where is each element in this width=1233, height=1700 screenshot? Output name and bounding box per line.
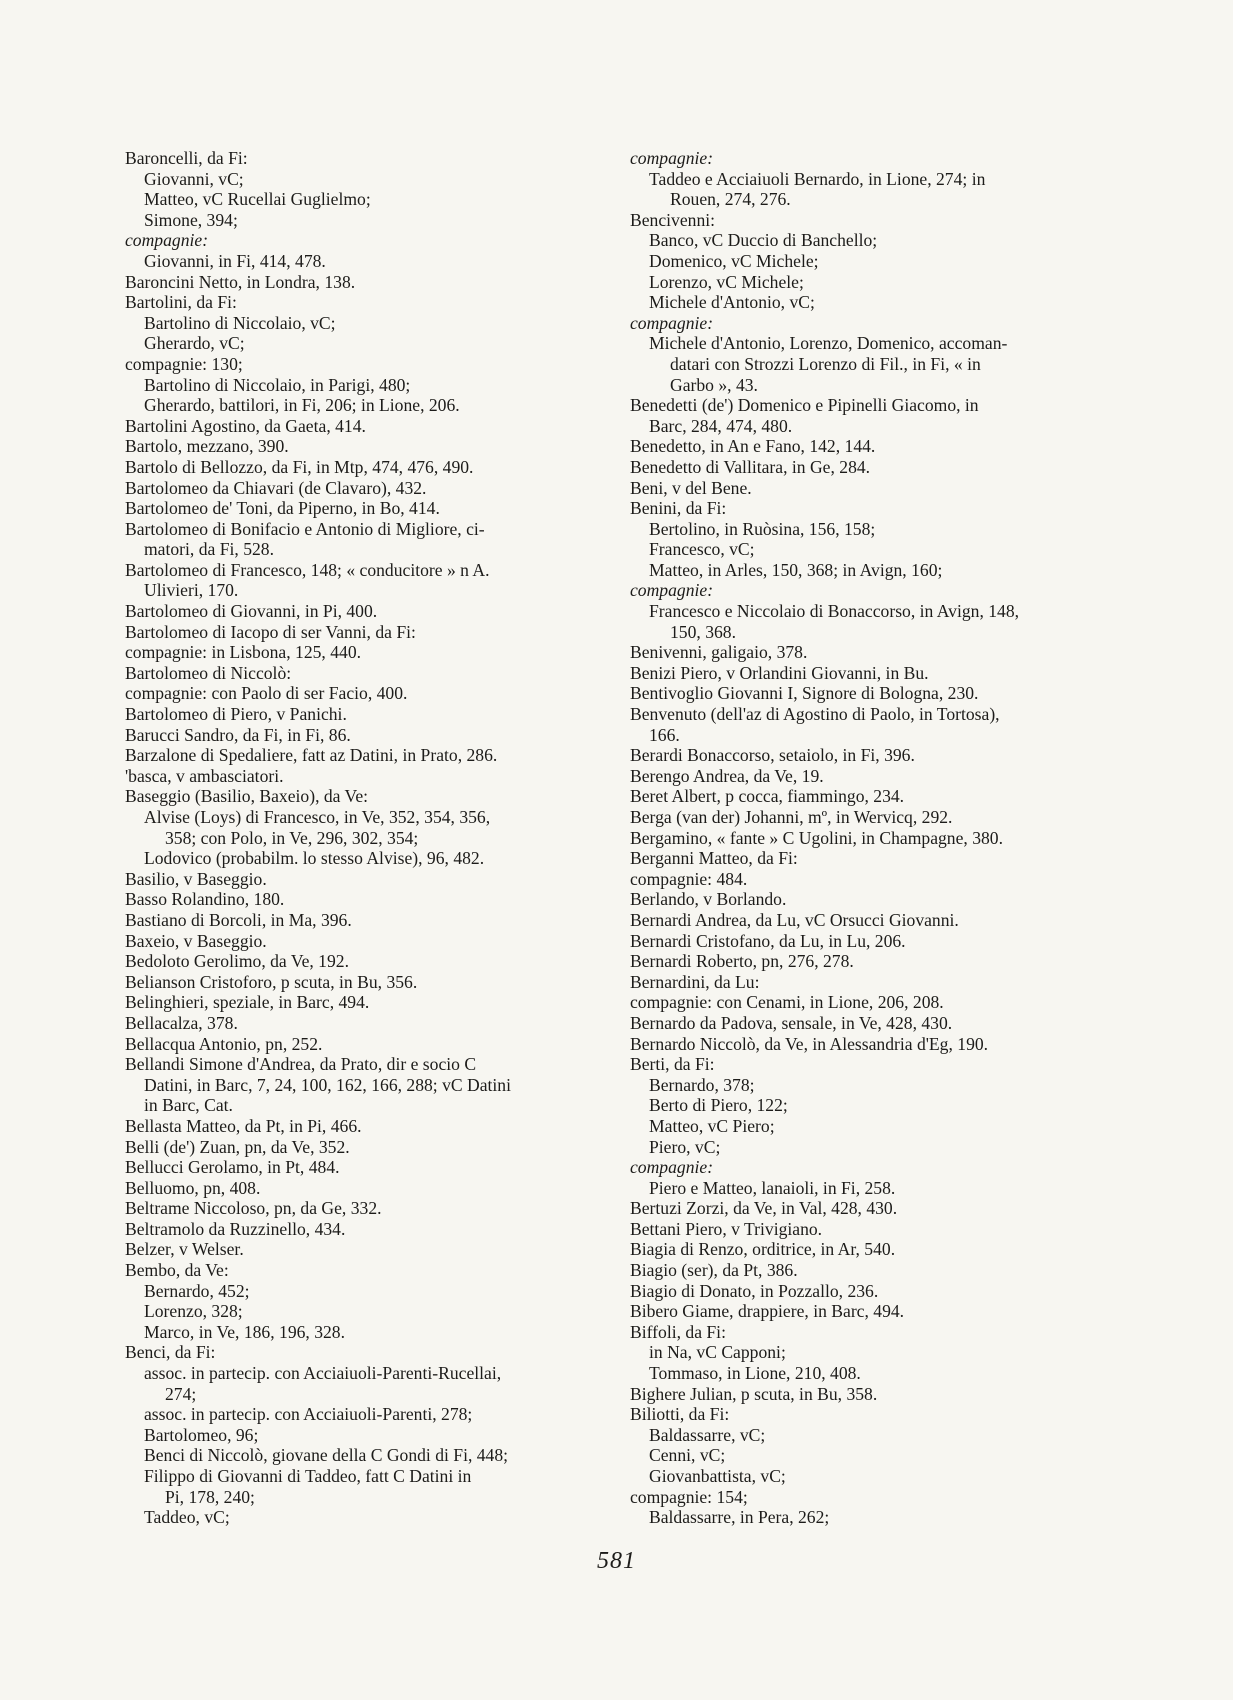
- index-line: Taddeo, vC;: [144, 1507, 230, 1528]
- index-line: 166.: [649, 724, 680, 745]
- index-line: 'basca, v ambasciatori.: [125, 765, 284, 786]
- index-line: Bernardini, da Lu:: [630, 971, 760, 992]
- index-line: Michele d'Antonio, vC;: [649, 292, 815, 313]
- index-line: Giovanbattista, vC;: [649, 1466, 786, 1486]
- index-line: Berti, da Fi:: [630, 1054, 715, 1075]
- index-line: Filippo di Giovanni di Taddeo, fatt C Datini in: [144, 1466, 472, 1486]
- index-line: datari con Strozzi Lorenzo di Fil., in Fi, « in: [670, 353, 981, 374]
- index-line: Berardi Bonaccorso, setaiolo, in Fi, 396.: [630, 745, 915, 766]
- page-number: 581: [597, 1548, 636, 1574]
- index-line: Ulivieri, 170.: [144, 580, 239, 601]
- index-line: Benizi Piero, v Orlandini Giovanni, in Bu.: [630, 662, 929, 683]
- index-line: Belinghieri, speziale, in Barc, 494.: [125, 992, 370, 1013]
- index-line: Alvise (Loys) di Francesco, in Ve, 352, 354, 356,: [144, 807, 491, 827]
- index-line: Bartolo, mezzano, 390.: [125, 436, 289, 457]
- index-line: Bartolomeo, 96;: [144, 1424, 259, 1445]
- index-line: Bartolomeo di Francesco, 148; « conducitore » n A.: [125, 559, 490, 580]
- index-line: Gherardo, vC;: [144, 333, 245, 354]
- index-line: in Na, vC Capponi;: [649, 1342, 786, 1363]
- index-line: Bartolomeo di Piero, v Panichi.: [125, 704, 347, 725]
- index-line: Bentivoglio Giovanni I, Signore di Bologna, 230.: [630, 683, 979, 704]
- index-line: Simone, 394;: [144, 209, 238, 230]
- index-line: 274;: [165, 1383, 197, 1404]
- index-line: Benci, da Fi:: [125, 1342, 216, 1363]
- index-line: Bettani Piero, v Trivigiano.: [630, 1218, 823, 1239]
- index-line: Taddeo e Acciaiuoli Bernardo, in Lione, 274; in: [649, 168, 986, 189]
- index-line: Benedetto di Vallitara, in Ge, 284.: [630, 456, 871, 477]
- index-line: Barucci Sandro, da Fi, in Fi, 86.: [125, 724, 351, 745]
- index-line: Bedoloto Gerolimo, da Ve, 192.: [125, 951, 349, 972]
- index-line: Bastiano di Borcoli, in Ma, 396.: [125, 909, 352, 930]
- index-line: Beltrame Niccoloso, pn, da Ge, 332.: [125, 1198, 382, 1219]
- index-line: Bartolini Agostino, da Gaeta, 414.: [125, 415, 366, 436]
- index-line: compagnie: 130;: [125, 353, 243, 374]
- index-line: Datini, in Barc, 7, 24, 100, 162, 166, 288; vC Datini: [144, 1074, 511, 1095]
- index-line: 150, 368.: [670, 621, 736, 642]
- index-line: Bernardi Andrea, da Lu, vC Orsucci Giovanni.: [630, 909, 959, 930]
- index-line: Benini, da Fi:: [630, 498, 727, 519]
- index-line: Cenni, vC;: [649, 1445, 726, 1466]
- index-line: compagnie:: [630, 1157, 714, 1178]
- index-line: matori, da Fi, 528.: [144, 539, 274, 560]
- index-line: Belli (de') Zuan, pn, da Ve, 352.: [125, 1136, 350, 1157]
- index-line: Beret Albert, p cocca, fiammingo, 234.: [630, 786, 905, 807]
- index-line: Baroncelli, da Fi:: [125, 148, 248, 168]
- index-line: Bellasta Matteo, da Pt, in Pi, 466.: [125, 1115, 362, 1136]
- index-line: Biagio (ser), da Pt, 386.: [630, 1260, 798, 1281]
- index-line: Benedetti (de') Domenico e Pipinelli Giacomo, in: [630, 395, 979, 416]
- index-line: compagnie:: [125, 230, 209, 251]
- index-line: Benedetto, in An e Fano, 142, 144.: [630, 436, 876, 457]
- index-line: Piero e Matteo, lanaioli, in Fi, 258.: [649, 1177, 896, 1198]
- index-line: Bernardi Cristofano, da Lu, in Lu, 206.: [630, 930, 906, 951]
- index-line: Berga (van der) Johanni, mº, in Wervicq, 292.: [630, 807, 953, 827]
- index-line: compagnie:: [630, 312, 714, 333]
- index-line: Bartolomeo da Chiavari (de Clavaro), 432.: [125, 477, 427, 498]
- index-line: compagnie: 154;: [630, 1486, 748, 1507]
- index-line: compagnie: con Cenami, in Lione, 206, 208.: [630, 992, 944, 1013]
- index-line: Bartolini, da Fi:: [125, 292, 237, 313]
- index-line: Bartolomeo di Bonifacio e Antonio di Migliore, ci-: [125, 518, 485, 539]
- index-line: in Barc, Cat.: [144, 1095, 233, 1116]
- index-line: Bernardi Roberto, pn, 276, 278.: [630, 951, 854, 972]
- index-line: Baldassarre, in Pera, 262;: [649, 1507, 830, 1528]
- index-line: Barc, 284, 474, 480.: [649, 415, 793, 436]
- index-line: Biagia di Renzo, orditrice, in Ar, 540.: [630, 1239, 896, 1260]
- index-line: Bertolino, in Ruòsina, 156, 158;: [649, 518, 876, 539]
- index-line: Basso Rolandino, 180.: [125, 889, 285, 910]
- index-line: Bartolomeo de' Toni, da Piperno, in Bo, 414.: [125, 498, 440, 519]
- index-column-right: [630, 148, 1085, 1528]
- index-line: Bernardo, 452;: [144, 1280, 250, 1301]
- index-line: Bembo, da Ve:: [125, 1260, 229, 1281]
- index-line: Berto di Piero, 122;: [649, 1095, 788, 1116]
- index-line: Bernardo Niccolò, da Ve, in Alessandria d'Eg, 190.: [630, 1033, 989, 1054]
- index-line: Berlando, v Borlando.: [630, 889, 787, 910]
- index-line: Piero, vC;: [649, 1136, 721, 1157]
- index-line: Tommaso, in Lione, 210, 408.: [649, 1363, 861, 1384]
- index-line: Bartolomeo di Iacopo di ser Vanni, da Fi:: [125, 621, 416, 642]
- index-line: Biagio di Donato, in Pozzallo, 236.: [630, 1280, 879, 1301]
- index-line: Benvenuto (dell'az di Agostino di Paolo, in Tortosa),: [630, 704, 1000, 725]
- index-line: Bergamino, « fante » C Ugolini, in Champagne, 380.: [630, 827, 1003, 848]
- index-line: Bellucci Gerolamo, in Pt, 484.: [125, 1157, 340, 1178]
- index-line: Barzalone di Spedaliere, fatt az Datini, in Prato, 286.: [125, 745, 498, 766]
- index-line: Bellandi Simone d'Andrea, da Prato, dir e socio C: [125, 1054, 477, 1075]
- index-line: Bernardo, 378;: [649, 1074, 755, 1095]
- index-line: Baroncini Netto, in Londra, 138.: [125, 271, 356, 292]
- index-line: Benci di Niccolò, giovane della C Gondi di Fi, 448;: [144, 1445, 509, 1466]
- index-line: Belianson Cristoforo, p scuta, in Bu, 356.: [125, 971, 418, 992]
- index-line: Bartolino di Niccolaio, in Parigi, 480;: [144, 374, 411, 395]
- index-line: Bernardo da Padova, sensale, in Ve, 428, 430.: [630, 1012, 953, 1033]
- index-line: 358; con Polo, in Ve, 296, 302, 354;: [165, 827, 419, 848]
- index-line: compagnie: in Lisbona, 125, 440.: [125, 642, 362, 663]
- index-line: Rouen, 274, 276.: [670, 189, 791, 210]
- index-line: Beni, v del Bene.: [630, 477, 752, 498]
- index-line: Baxeio, v Baseggio.: [125, 930, 267, 951]
- index-line: Bibero Giame, drappiere, in Barc, 494.: [630, 1301, 905, 1322]
- index-line: Giovanni, in Fi, 414, 478.: [144, 250, 326, 271]
- index-line: Lorenzo, 328;: [144, 1301, 243, 1322]
- index-line: Giovanni, vC;: [144, 168, 244, 189]
- index-line: Domenico, vC Michele;: [649, 250, 819, 271]
- index-line: Biffoli, da Fi:: [630, 1321, 726, 1342]
- index-line: Lodovico (probabilm. lo stesso Alvise), 96, 482.: [144, 848, 485, 869]
- index-line: Francesco, vC;: [649, 539, 755, 560]
- index-line: Bartolino di Niccolaio, vC;: [144, 312, 336, 333]
- index-line: assoc. in partecip. con Acciaiuoli-Parenti, 278;: [144, 1404, 473, 1425]
- index-line: Belluomo, pn, 408.: [125, 1177, 261, 1198]
- index-line: Benivenni, galigaio, 378.: [630, 642, 808, 663]
- index-line: Bellacalza, 378.: [125, 1012, 238, 1033]
- index-line: Matteo, in Arles, 150, 368; in Avign, 160;: [649, 559, 943, 580]
- index-line: compagnie: con Paolo di ser Facio, 400.: [125, 683, 408, 704]
- index-line: Marco, in Ve, 186, 196, 328.: [144, 1321, 346, 1342]
- index-line: Bencivenni:: [630, 209, 716, 230]
- index-line: Matteo, vC Rucellai Guglielmo;: [144, 189, 371, 210]
- index-line: Bertuzi Zorzi, da Ve, in Val, 428, 430.: [630, 1198, 898, 1219]
- index-line: Biliotti, da Fi:: [630, 1404, 730, 1425]
- index-line: compagnie: 484.: [630, 868, 748, 889]
- index-line: Beltramolo da Ruzzinello, 434.: [125, 1218, 346, 1239]
- index-line: assoc. in partecip. con Acciaiuoli-Parenti-Rucellai,: [144, 1363, 502, 1384]
- index-line: Garbo », 43.: [670, 374, 758, 395]
- index-line: Bighere Julian, p scuta, in Bu, 358.: [630, 1383, 878, 1404]
- index-line: compagnie:: [630, 580, 714, 601]
- index-line: Bartolo di Bellozzo, da Fi, in Mtp, 474, 476, 490.: [125, 456, 474, 477]
- index-line: Bartolomeo di Giovanni, in Pi, 400.: [125, 601, 378, 622]
- index-line: Banco, vC Duccio di Banchello;: [649, 230, 878, 251]
- index-line: Basilio, v Baseggio.: [125, 868, 267, 889]
- index-line: Pi, 178, 240;: [165, 1486, 255, 1507]
- index-line: Belzer, v Welser.: [125, 1239, 244, 1260]
- index-line: Francesco e Niccolaio di Bonaccorso, in Avign, 148,: [649, 601, 1020, 622]
- index-line: Baldassarre, vC;: [649, 1424, 766, 1445]
- index-line: Berganni Matteo, da Fi:: [630, 848, 798, 869]
- index-line: Bartolomeo di Niccolò:: [125, 662, 292, 683]
- index-line: Matteo, vC Piero;: [649, 1115, 775, 1136]
- index-line: Lorenzo, vC Michele;: [649, 271, 804, 292]
- index-line: Baseggio (Basilio, Baxeio), da Ve:: [125, 786, 369, 807]
- index-line: Berengo Andrea, da Ve, 19.: [630, 765, 824, 786]
- index-line: Bellacqua Antonio, pn, 252.: [125, 1033, 323, 1054]
- index-line: compagnie:: [630, 148, 714, 168]
- index-line: Gherardo, battilori, in Fi, 206; in Lione, 206.: [144, 395, 460, 416]
- index-line: Michele d'Antonio, Lorenzo, Domenico, accoman-: [649, 333, 1008, 354]
- index-column-left: [125, 148, 611, 1528]
